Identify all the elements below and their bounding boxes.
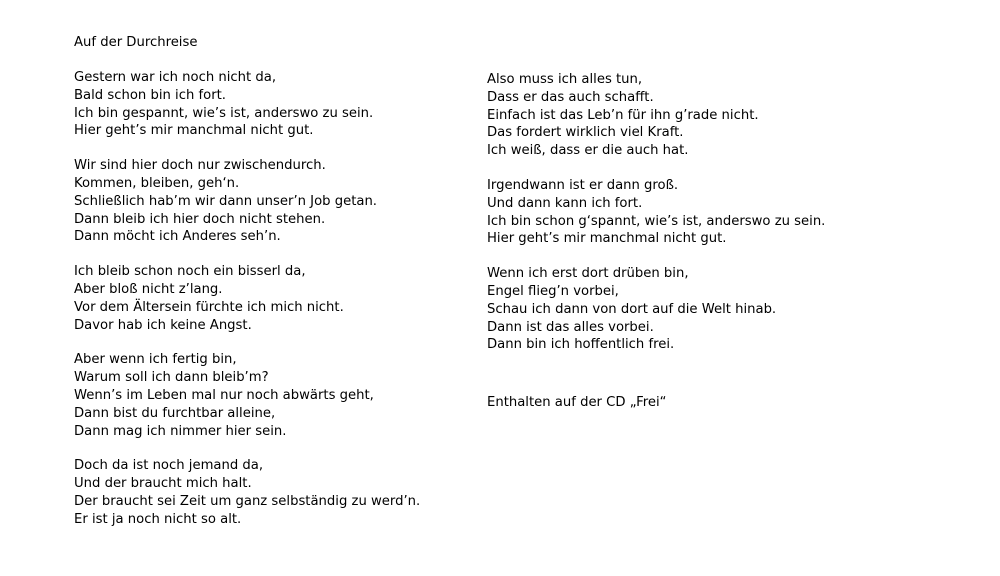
verse-line: Einfach ist das Leb’n für ihn g’rade nicht.: [487, 107, 759, 123]
stanza: [74, 457, 420, 528]
verse-line: Also muss ich alles tun,: [487, 72, 643, 87]
verse-line: Er ist ja noch nicht so alt.: [74, 511, 242, 527]
verse-line: Irgendwann ist er dann groß.: [487, 177, 679, 193]
stanza: [487, 71, 825, 160]
stanza: [74, 351, 420, 440]
verse-line: Dass er das auch schafft.: [487, 89, 654, 105]
verse-line: Dann mag ich nimmer hier sein.: [74, 423, 287, 439]
verse-line: Der braucht sei Zeit um ganz selbständig zu werd’n.: [74, 493, 421, 509]
stanza: [487, 177, 825, 248]
verse-line: Ich bin gespannt, wie’s ist, anderswo zu sein.: [74, 105, 374, 121]
verse-line: Ich weiß, dass er die auch hat.: [487, 143, 689, 159]
verse-line: Und dann kann ich fort.: [487, 195, 643, 211]
verse-line: Das fordert wirklich viel Kraft.: [487, 125, 684, 141]
verse-line: Und der braucht mich halt.: [74, 476, 252, 492]
stanza: [74, 157, 420, 246]
verse-line: Dann bist du furchtbar alleine,: [74, 405, 276, 421]
right-column: [487, 71, 825, 371]
verse-line: Warum soll ich dann bleib’m?: [74, 370, 269, 386]
stanza: [74, 263, 420, 334]
stanza: [74, 69, 420, 140]
verse-line: Wenn ich erst dort drüben bin,: [487, 266, 689, 282]
verse-line: Vor dem Ältersein fürchte ich mich nicht.: [74, 299, 344, 315]
verse-line: Dann möcht ich Anderes seh’n.: [74, 229, 281, 245]
verse-line: Schließlich hab’m wir dann unser’n Job getan.: [74, 193, 377, 209]
verse-line: Wenn’s im Leben mal nur noch abwärts geht,: [74, 387, 374, 403]
verse-line: Kommen, bleiben, geh‘n.: [74, 175, 240, 191]
verse-line: Doch da ist noch jemand da,: [74, 458, 264, 474]
verse-line: Hier geht’s mir manchmal nicht gut.: [487, 231, 727, 247]
verse-line: Dann bleib ich hier doch nicht stehen.: [74, 211, 326, 227]
stanza: [487, 265, 825, 354]
cd-credit: Enthalten auf der CD „Frei“: [487, 395, 667, 410]
verse-line: Aber bloß nicht z’lang.: [74, 281, 223, 297]
verse-line: Dann ist das alles vorbei.: [487, 319, 654, 335]
verse-line: Ich bleib schon noch ein bisserl da,: [74, 264, 306, 280]
verse-line: Gestern war ich noch nicht da,: [74, 70, 277, 85]
verse-line: Aber wenn ich fertig bin,: [74, 352, 237, 368]
left-column: [74, 69, 420, 546]
verse-line: Ich bin schon g‘spannt, wie’s ist, anderswo zu sein.: [487, 213, 826, 229]
poem-title: Auf der Durchreise: [74, 35, 198, 50]
verse-line: Engel flieg’n vorbei,: [487, 283, 619, 299]
verse-line: Wir sind hier doch nur zwischendurch.: [74, 158, 326, 174]
verse-line: Hier geht’s mir manchmal nicht gut.: [74, 123, 314, 139]
verse-line: Bald schon bin ich fort.: [74, 87, 226, 103]
verse-line: Schau ich dann von dort auf die Welt hinab.: [487, 301, 777, 317]
verse-line: Davor hab ich keine Angst.: [74, 317, 252, 333]
verse-line: Dann bin ich hoffentlich frei.: [487, 337, 675, 353]
